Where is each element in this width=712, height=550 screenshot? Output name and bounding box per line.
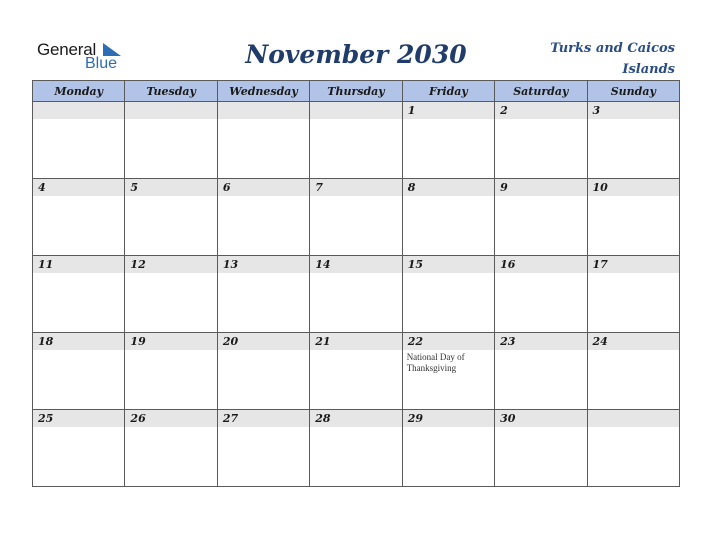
day-cell (125, 333, 217, 410)
weekday-header: Sunday (587, 81, 679, 102)
day-number: 17 (588, 256, 679, 273)
empty-day-cell (217, 102, 309, 179)
weekday-header: Monday (33, 81, 125, 102)
day-cell (495, 256, 587, 333)
day-number: 28 (310, 410, 401, 427)
day-cell (33, 333, 125, 410)
day-cell (310, 179, 402, 256)
day-cell (587, 102, 679, 179)
day-cell (217, 333, 309, 410)
day-number: 23 (495, 333, 586, 350)
day-number: 19 (125, 333, 216, 350)
day-cell (587, 256, 679, 333)
day-number: 16 (495, 256, 586, 273)
day-number: 14 (310, 256, 401, 273)
day-cell (402, 179, 494, 256)
week-row (33, 102, 680, 179)
day-number: 20 (218, 333, 309, 350)
day-number: 30 (495, 410, 586, 427)
day-cell (587, 179, 679, 256)
day-number (33, 102, 124, 119)
day-number: 7 (310, 179, 401, 196)
day-number: 1 (403, 102, 494, 119)
weekday-header: Tuesday (125, 81, 217, 102)
day-number: 5 (125, 179, 216, 196)
day-cell (125, 256, 217, 333)
day-cell (217, 410, 309, 487)
day-number: 29 (403, 410, 494, 427)
week-row (33, 179, 680, 256)
day-number: 27 (218, 410, 309, 427)
weekday-header-row (33, 81, 680, 102)
day-number (588, 410, 679, 427)
day-number: 2 (495, 102, 586, 119)
day-number: 6 (218, 179, 309, 196)
day-cell (402, 102, 494, 179)
week-row (33, 256, 680, 333)
weekday-header: Saturday (495, 81, 587, 102)
day-number: 22 (403, 333, 494, 350)
day-number: 12 (125, 256, 216, 273)
country-name: Turks and Caicos Islands (550, 41, 675, 77)
day-number (310, 102, 401, 119)
week-row (33, 333, 680, 410)
day-number: 4 (33, 179, 124, 196)
empty-day-cell (310, 102, 402, 179)
day-cell (402, 410, 494, 487)
day-number: 3 (588, 102, 679, 119)
empty-day-cell (125, 102, 217, 179)
day-cell (587, 333, 679, 410)
weekday-header: Thursday (310, 81, 402, 102)
day-cell (310, 256, 402, 333)
day-number: 10 (588, 179, 679, 196)
day-number: 18 (33, 333, 124, 350)
calendar-title: November 2030 (245, 40, 467, 69)
day-cell (33, 179, 125, 256)
empty-day-cell (587, 410, 679, 487)
logo-general-text: General (37, 40, 97, 59)
day-cell (217, 256, 309, 333)
day-cell (495, 102, 587, 179)
weekday-header: Friday (402, 81, 494, 102)
day-number: 15 (403, 256, 494, 273)
holiday-label: National Day of Thanksgiving (406, 352, 465, 373)
day-number: 21 (310, 333, 401, 350)
day-number (218, 102, 309, 119)
calendar-grid (32, 80, 680, 487)
day-cell (495, 410, 587, 487)
week-row (33, 410, 680, 487)
day-number: 13 (218, 256, 309, 273)
day-cell (402, 256, 494, 333)
day-cell (310, 333, 402, 410)
day-cell (495, 179, 587, 256)
day-number: 9 (495, 179, 586, 196)
day-cell (33, 410, 125, 487)
day-number: 25 (33, 410, 124, 427)
empty-day-cell (33, 102, 125, 179)
day-cell (402, 333, 494, 410)
day-number: 26 (125, 410, 216, 427)
day-number: 24 (588, 333, 679, 350)
weekday-header: Wednesday (217, 81, 309, 102)
logo-blue-text: Blue (85, 55, 118, 72)
day-cell (217, 179, 309, 256)
day-number: 8 (403, 179, 494, 196)
day-cell (495, 333, 587, 410)
day-cell (310, 410, 402, 487)
day-cell (125, 179, 217, 256)
day-number (125, 102, 216, 119)
day-cell (33, 256, 125, 333)
day-number: 11 (33, 256, 124, 273)
day-cell (125, 410, 217, 487)
